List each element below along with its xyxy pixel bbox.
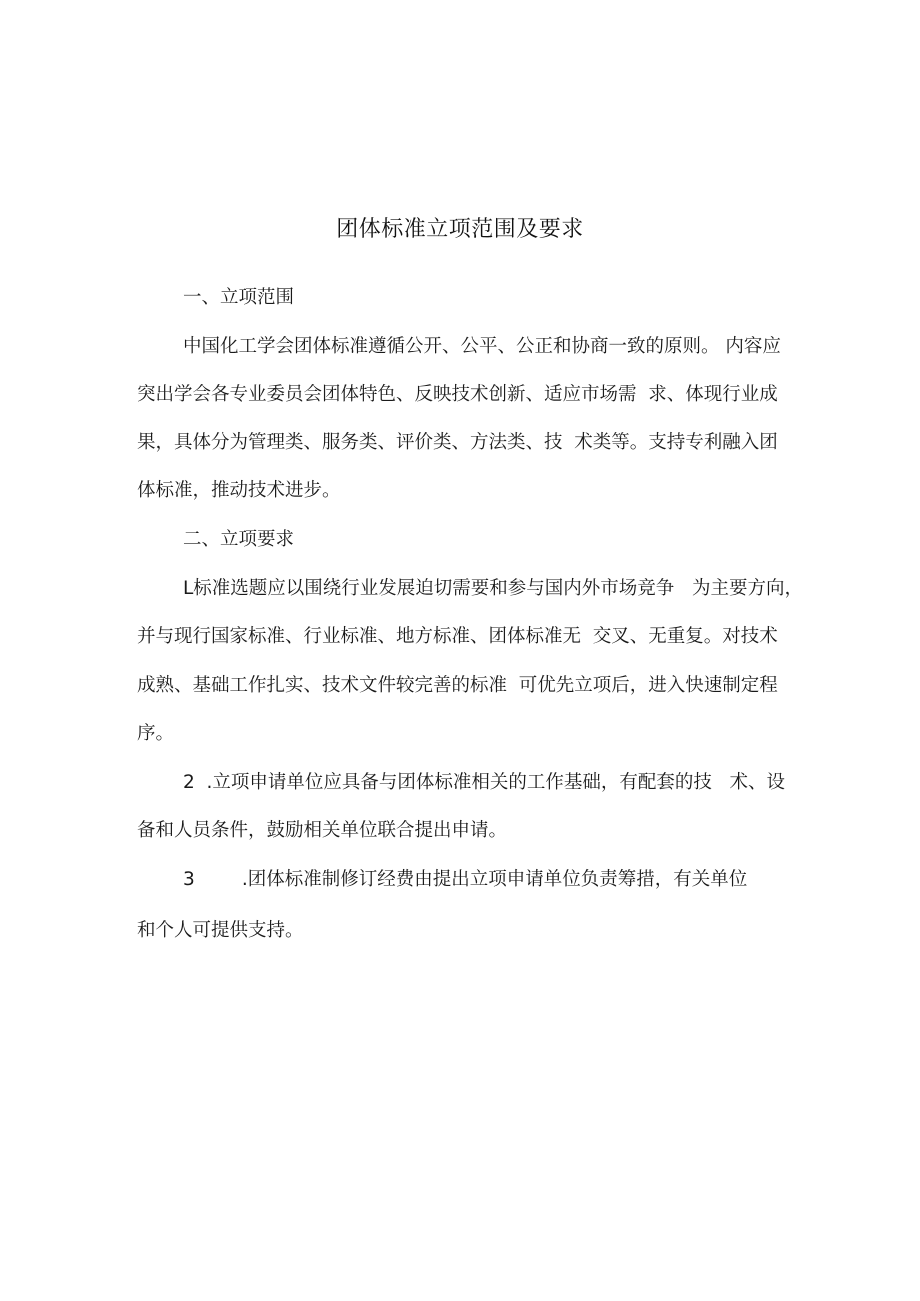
paragraph-line: 2 .立项申请单位应具备与团体标准相关的工作基础，有配套的技 术、设 xyxy=(183,772,786,793)
paragraph-line: 并与现行国家标准、行业标准、地方标准、团体标准无 交叉、无重复。对技术 xyxy=(137,626,778,647)
paragraph-line: 成熟、基础工作扎实、技术文件较完善的标准 可优先立项后，进入快速制定程 xyxy=(137,675,778,696)
paragraph-line: 果，具体分为管理类、服务类、评价类、方法类、技 术类等。支持专利融入团 xyxy=(137,432,778,453)
section-heading-requirements: 二、立项要求 xyxy=(183,529,295,550)
paragraph-line: 和个人可提供支持。 xyxy=(137,920,304,941)
paragraph-line: 突出学会各专业委员会团体特色、反映技术创新、适应市场需 求、体现行业成 xyxy=(137,384,778,405)
paragraph-line: 备和人员条件，鼓励相关单位联合提出申请。 xyxy=(137,820,508,841)
paragraph-line: 体标准，推动技术进步。 xyxy=(137,480,341,501)
paragraph-line: L标准选题应以围绕行业发展迫切需要和参与国内外市场竞争 为主要方向， xyxy=(183,578,803,599)
paragraph-line: 3 .团体标准制修订经费由提出立项申请单位负责筹措，有关单位 xyxy=(183,869,748,890)
paragraph-line: 中国化工学会团体标准遵循公开、公平、公正和协商一致的原则。 内容应 xyxy=(183,336,781,357)
document-title: 团体标准立项范围及要求 xyxy=(336,217,584,242)
section-heading-scope: 一、立项范围 xyxy=(183,287,295,308)
paragraph-line: 序。 xyxy=(137,723,175,744)
